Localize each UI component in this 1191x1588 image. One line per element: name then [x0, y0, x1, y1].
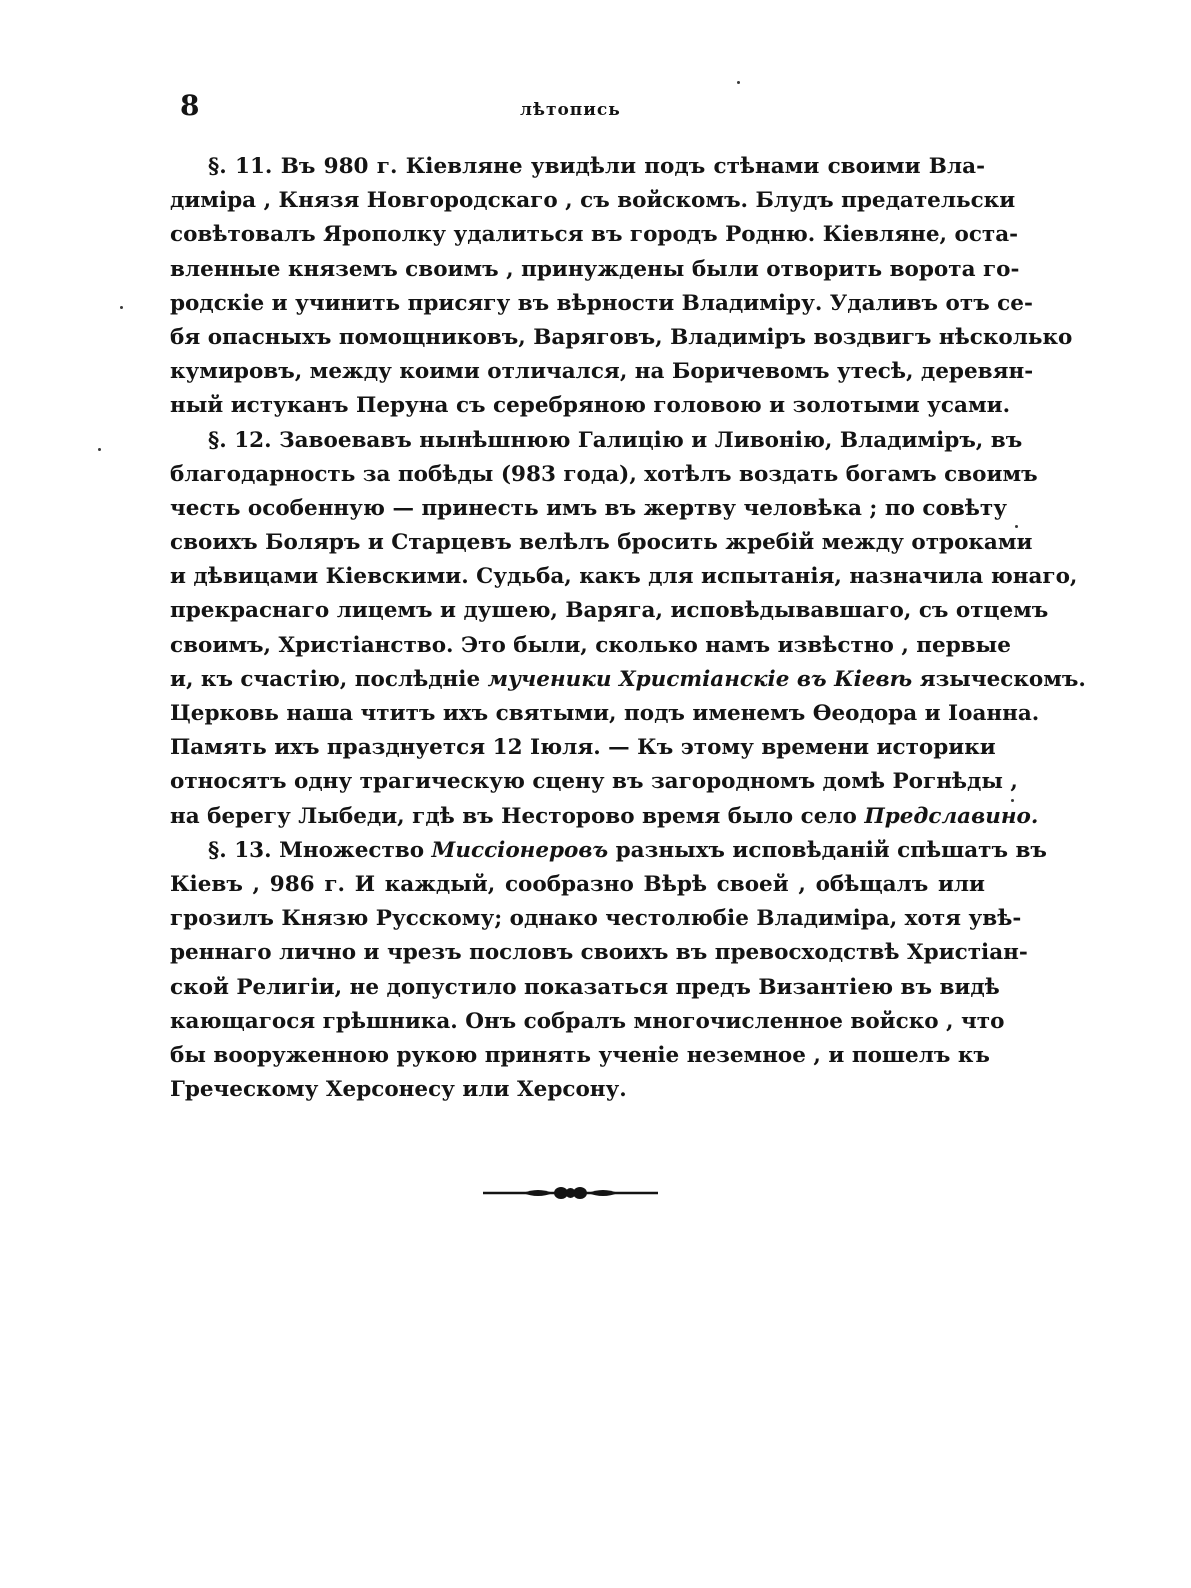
text-line: [170, 253, 1020, 287]
text-run: §. 11. Въ 980 г. Кіевляне увидѣли подъ стѣнами своими Вла-: [208, 154, 985, 179]
italic-run: Миссіонеровъ: [431, 837, 609, 863]
text-run: своихъ Боляръ и Старцевъ велѣлъ бросить жребій между отроками: [170, 530, 1033, 556]
paper-speck: [120, 306, 123, 309]
text-run: ской Религіи, не допустило показаться предъ Византіею въ видѣ: [170, 974, 1000, 1000]
text-run: кающагося грѣшника. Онъ собралъ многочисленное войско , что: [170, 1008, 1005, 1034]
body-text: [170, 150, 1086, 1107]
text-run: честь особенную — принесть имъ въ жертву человѣка ; по совѣту: [170, 495, 1007, 521]
text-run: диміра , Князя Новгородскаго , съ войскомъ. Блудъ предательски: [170, 188, 1016, 214]
text-run: вленные княземъ своимъ , принуждены были отворить ворота го-: [170, 256, 1020, 282]
text-run: своимъ, Христіанство. Это были, сколько намъ извѣстно , первые: [170, 632, 1011, 658]
text-run: относятъ одну трагическую сцену въ загородномъ домѣ Рогнѣды ,: [170, 769, 1018, 795]
text-run: ный истуканъ Перуна съ серебряною головою и золотыми усами.: [170, 393, 1011, 419]
text-run: бы вооруженною рукою принять ученіе неземное , и пошелъ къ: [170, 1042, 990, 1068]
text-run: грозилъ Князю Русскому; однако честолюбіе Владиміра, хотя увѣ-: [170, 906, 1022, 932]
text-run: прекраснаго лицемъ и душею, Варяга, исповѣдывавшаго, съ отцемъ: [170, 598, 1049, 624]
text-run: Греческому Херсонесу или Херсону.: [170, 1077, 627, 1103]
text-line: [170, 1039, 990, 1073]
text-run: языческомъ.: [912, 666, 1086, 692]
text-run: разныхъ исповѣданій спѣшатъ въ: [608, 837, 1047, 863]
text-line: [170, 1073, 985, 1107]
text-run: Церковь наша чтитъ ихъ святыми, подъ именемъ Ѳеодора и Іоанна.: [170, 701, 1040, 726]
text-run: Кіевъ , 986 г. И каждый, сообразно Вѣрѣ своей , обѣщалъ или: [170, 871, 985, 897]
text-run: §. 13. Множество: [208, 837, 432, 863]
text-line: [170, 184, 1016, 218]
ornament-divider: [483, 1182, 658, 1204]
text-line: [170, 902, 1022, 936]
text-run: Память ихъ празднуется 12 Іюля. — Къ этому времени историки: [170, 735, 996, 761]
text-line: [170, 424, 1023, 458]
text-line: [170, 800, 1039, 834]
text-run: родскіе и учинить присягу въ вѣрности Владиміру. Удаливъ отъ се-: [170, 290, 1033, 316]
text-run: реннаго лично и чрезъ пословъ своихъ въ превосходствѣ Христіан-: [170, 940, 1028, 966]
text-line: [170, 697, 1040, 731]
text-run: и дѣвицами Кіевскими. Судьба, какъ для испытанія, назначила юнаго,: [170, 564, 1078, 590]
italic-run: Предславино.: [864, 803, 1039, 829]
text-line: [170, 731, 996, 765]
paper-speck: [1011, 799, 1014, 802]
text-run: совѣтовалъ Ярополку удалиться въ городъ Родню. Кіевляне, оста-: [170, 222, 1019, 248]
text-line: [170, 971, 1000, 1005]
running-head: лѣтопись: [520, 100, 621, 120]
text-line: [170, 834, 1047, 868]
text-line: [170, 560, 1078, 594]
text-line: [170, 629, 1011, 663]
text-line: [170, 765, 1018, 799]
text-run: и, къ счастію, послѣдніе: [170, 666, 488, 692]
text-line: [170, 150, 985, 184]
text-run: благодарность за побѣды (983 года), хотѣлъ воздать богамъ своимъ: [170, 461, 1038, 487]
text-line: [170, 526, 1033, 560]
text-line: [170, 663, 1086, 697]
text-run: §. 12. Завоевавъ нынѣшнюю Галицію и Ливонію, Владиміръ, въ: [208, 427, 1023, 453]
text-line: [170, 287, 1033, 321]
text-line: [170, 218, 1019, 252]
paper-speck: [1015, 525, 1018, 528]
text-run: кумировъ, между коими отличался, на Боричевомъ утесѣ, деревян-: [170, 359, 1034, 385]
paper-speck: [98, 448, 101, 451]
text-line: [170, 492, 1007, 526]
text-line: [170, 458, 1038, 492]
paper-speck: [737, 81, 740, 84]
text-line: [170, 868, 985, 902]
text-line: [170, 389, 1011, 423]
text-line: [170, 355, 1034, 389]
page-number: 8: [180, 89, 200, 122]
text-line: [170, 594, 1049, 628]
italic-run: мученики Христіанскіе въ Кіевѣ: [487, 666, 913, 692]
text-run: на берегу Лыбеди, гдѣ въ Несторово время было село: [170, 803, 865, 829]
text-line: [170, 1005, 1005, 1039]
text-run: бя опасныхъ помощниковъ, Варяговъ, Владиміръ воздвигъ нѣсколько: [170, 324, 1073, 350]
text-line: [170, 936, 1028, 970]
text-line: [170, 321, 1073, 355]
